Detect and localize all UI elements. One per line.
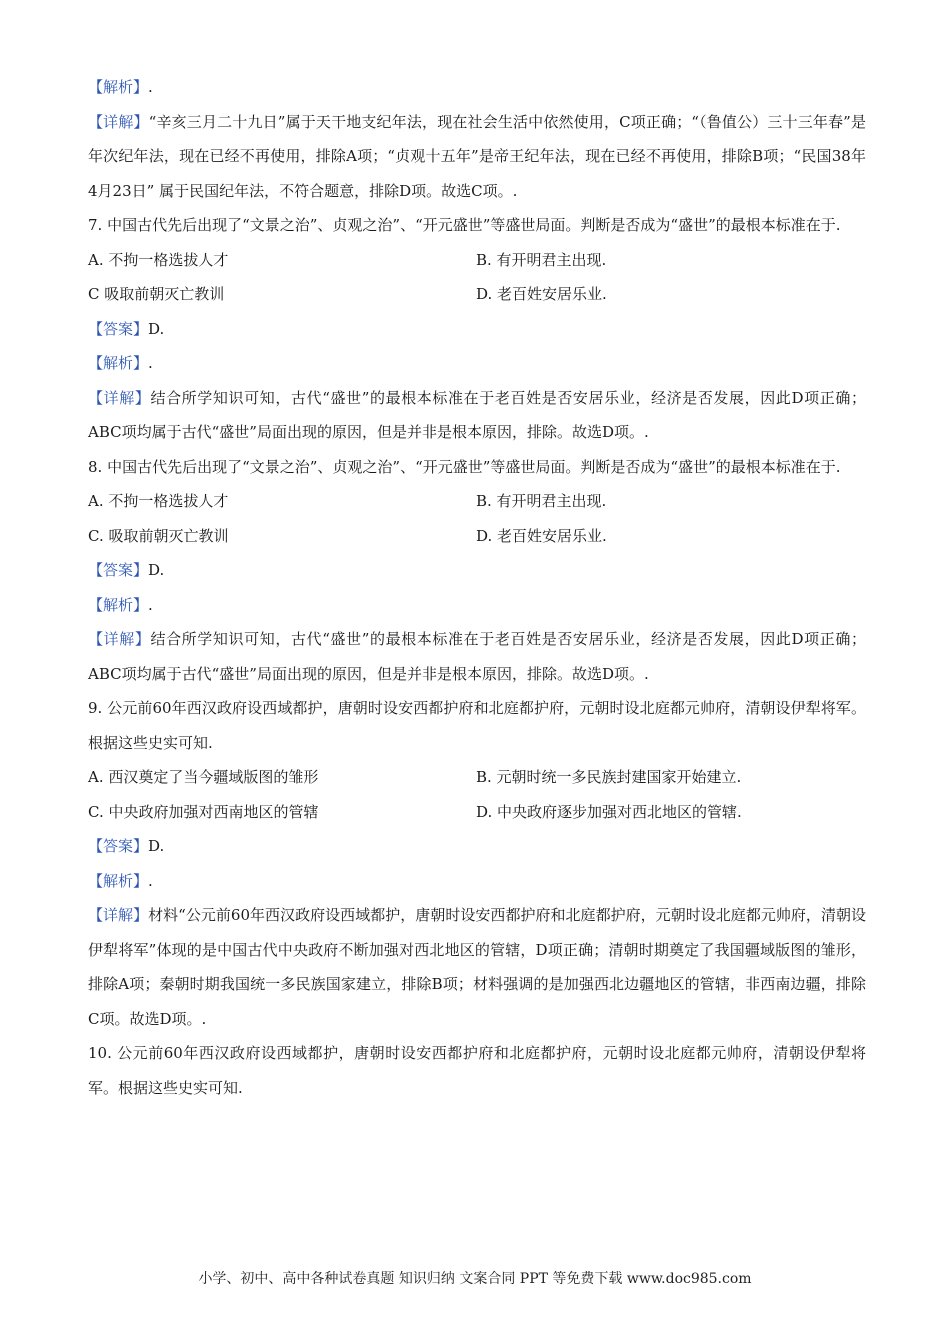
- detail-label: 【详解】: [88, 112, 149, 131]
- analysis-text: .: [148, 595, 153, 614]
- options-row: [88, 243, 866, 278]
- detail-label: 【详解】: [88, 906, 149, 924]
- analysis-line: [88, 70, 866, 105]
- question-10: 10. 公元前60年西汉政府设西域都护，唐朝时设安西都护府和北庭都护府，元朝时设北庭都元帅府，清朝设伊犁将军。根据这些史实可知.: [88, 1044, 866, 1097]
- question-9: 9. 公元前60年西汉政府设西域都护，唐朝时设安西都护府和北庭都护府，元朝时设北庭都元帅府，清朝设伊犁将军。根据这些史实可知.: [88, 699, 866, 752]
- detail-label: 【详解】: [88, 388, 151, 407]
- answer-line: [88, 829, 866, 864]
- answer-text: D.: [148, 319, 165, 338]
- analysis-text: .: [148, 78, 153, 96]
- analysis-line: [88, 864, 866, 899]
- option-c: C. 中央政府加强对西南地区的管辖: [88, 802, 319, 821]
- analysis-label: 【解析】: [88, 354, 149, 372]
- detail-paragraph: [88, 381, 866, 450]
- analysis-text: .: [148, 871, 153, 890]
- options-row: [88, 484, 866, 519]
- answer-text: D.: [148, 837, 165, 855]
- analysis-line: [88, 588, 866, 623]
- options-row: [88, 795, 866, 830]
- detail-text: 结合所学知识可知，古代“盛世”的最根本标准在于老百姓是否安居乐业，经济是否发展，因此D项正确；ABC项均属于古代“盛世”局面出现的原因，但是并非是根本原因，排除。故选D项。.: [88, 388, 866, 441]
- option-a: A. 西汉奠定了当今疆域版图的雏形: [88, 768, 319, 786]
- option-d: D. 老百姓安居乐业.: [476, 526, 607, 545]
- page-footer: 小学、初中、高中各种试卷真题 知识归纳 文案合同 PPT 等免费下载 www.doc985.com: [198, 1271, 752, 1287]
- option-d: D. 中央政府逐步加强对西北地区的管辖.: [476, 802, 742, 821]
- option-d: D. 老百姓安居乐业.: [476, 285, 607, 303]
- answer-label: 【答案】: [88, 837, 149, 855]
- analysis-label: 【解析】: [88, 595, 149, 614]
- answer-label: 【答案】: [88, 561, 149, 579]
- option-c: C 吸取前朝灭亡教训: [88, 285, 225, 303]
- option-c: C. 吸取前朝灭亡教训: [88, 526, 229, 545]
- question-7: 7. 中国古代先后出现了“文景之治”、贞观之治”、“开元盛世”等盛世局面。判断是否成为“盛世”的最根本标准在于.: [88, 216, 841, 234]
- detail-text: 结合所学知识可知，古代“盛世”的最根本标准在于老百姓是否安居乐业，经济是否发展，因此D项正确；ABC项均属于古代“盛世”局面出现的原因，但是并非是根本原因，排除。故选D项。.: [88, 630, 866, 683]
- detail-paragraph: [88, 898, 866, 1036]
- detail-paragraph: [88, 622, 866, 691]
- answer-text: D.: [148, 561, 165, 579]
- document-body: [88, 70, 866, 1105]
- answer-line: [88, 312, 866, 347]
- detail-text: 材料“公元前60年西汉政府设西域都护，唐朝时设安西都护府和北庭都护府，元朝时设北庭都元帅府，清朝设伊犁将军”体现的是中国古代中央政府不断加强对西北地区的管辖，D项正确；清朝时期奠定了我国疆域版图的雏形，排除A项；秦朝时期我国统一多民族国家建立，排除B项；材料强调的是加强西北边疆地区的管辖，非西南边疆，排除C项。故选D项。.: [88, 906, 866, 1028]
- analysis-label: 【解析】: [88, 78, 149, 96]
- analysis-label: 【解析】: [88, 871, 149, 890]
- option-b: B. 元朝时统一多民族封建国家开始建立.: [476, 768, 742, 786]
- question-8: 8. 中国古代先后出现了“文景之治”、贞观之治”、“开元盛世”等盛世局面。判断是否成为“盛世”的最根本标准在于.: [88, 457, 841, 476]
- options-row: [88, 277, 866, 312]
- detail-label: 【详解】: [88, 630, 151, 648]
- option-a: A. 不拘一格选拔人才: [88, 250, 229, 269]
- detail-paragraph: [88, 105, 866, 209]
- detail-text: “辛亥三月二十九日”属于天干地支纪年法，现在社会生活中依然使用，C项正确；“（鲁值公）三十三年春”是年次纪年法，现在已经不再使用，排除A项；“贞观十五年”是帝王纪年法，现在已经不再使用，排除B项；“民国38年4月23日” 属于民国纪年法，不符合题意，排除D项。故选C项。.: [88, 112, 866, 200]
- answer-label: 【答案】: [88, 319, 149, 338]
- answer-line: [88, 553, 866, 588]
- options-row: [88, 760, 866, 795]
- option-a: A. 不拘一格选拔人才: [88, 492, 229, 510]
- analysis-line: [88, 346, 866, 381]
- option-b: B. 有开明君主出现.: [476, 492, 607, 510]
- options-row: [88, 519, 866, 554]
- option-b: B. 有开明君主出现.: [476, 250, 607, 269]
- analysis-text: .: [148, 354, 153, 372]
